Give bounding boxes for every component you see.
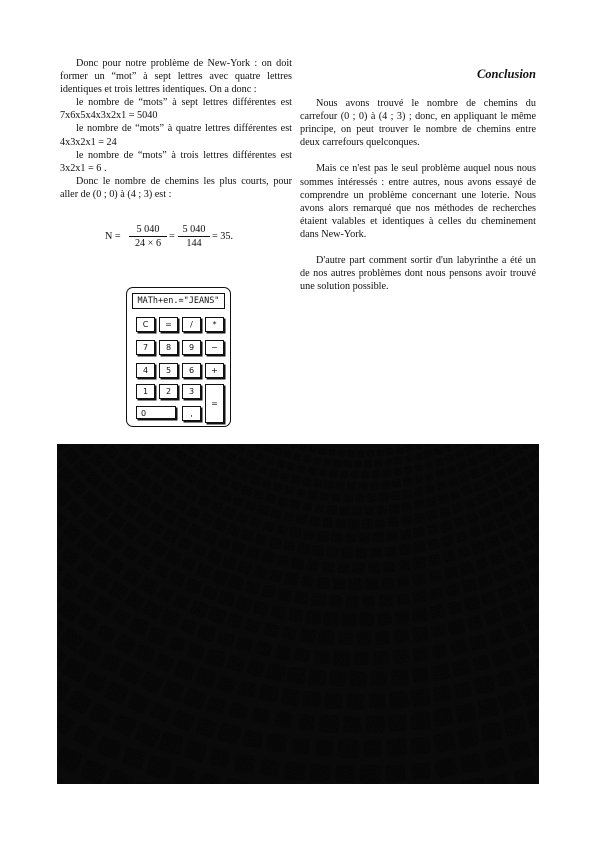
cobblestone: [447, 601, 463, 616]
cobblestone: [384, 458, 393, 466]
cobblestone: [393, 468, 401, 476]
cobblestone: [412, 626, 429, 642]
formula-fraction-1: [129, 224, 167, 250]
cobblestone: [393, 629, 409, 644]
cobblestone: [343, 716, 362, 733]
cobblestone: [343, 494, 353, 503]
cobblestone: [335, 766, 355, 784]
cobblestone: [476, 697, 499, 718]
cobblestone: [396, 593, 410, 606]
cobblestone: [252, 707, 271, 725]
cobblestone: [329, 470, 338, 478]
cobblestone: [282, 450, 292, 459]
cobblestone: [432, 685, 451, 702]
cobblestone: [410, 761, 431, 781]
cobblestone: [290, 474, 301, 484]
cobblestone: [412, 541, 426, 554]
cobblestone: [384, 545, 397, 557]
left-paragraph-4: le nombre de “mots” à trois lettres différentes est 3x2x1 = 6 .: [60, 149, 292, 174]
cobblestone: [413, 513, 425, 524]
cobblestone: [412, 556, 427, 570]
cobblestone: [280, 687, 301, 706]
cobblestone: [346, 482, 356, 491]
calc-key-7: 7: [136, 340, 155, 355]
cobblestone: [364, 460, 373, 468]
cobblestone: [287, 667, 306, 685]
cobblestone: [444, 566, 459, 580]
formula-result: = 35.: [212, 231, 234, 242]
cobblestone: [303, 529, 316, 541]
calc-key-multiply: *: [205, 317, 224, 332]
cobblestone: [314, 650, 329, 664]
cobblestone: [412, 668, 429, 683]
cobblestone: [340, 547, 353, 559]
cobblestone: [385, 737, 407, 758]
left-paragraph-5: Donc le nombre de chemins les plus courts, pour aller de (0 ; 0) à (4 ; 3) est :: [60, 175, 292, 200]
calc-key-2: 2: [159, 384, 178, 399]
right-paragraph-3: D'autre part comment sortir d'un labyrinthe a été un de nos autres problèmes dont nous pensons avoir trouvé une solution possible.: [300, 255, 536, 293]
cobblestone: [355, 494, 365, 503]
calc-key-4: 4: [136, 363, 155, 378]
cobblestone: [307, 490, 317, 499]
cobblestone: [315, 504, 325, 513]
cobblestone: [392, 649, 409, 665]
cobblestone: [362, 739, 383, 758]
cobblestone: [380, 480, 390, 489]
cobblestone: [366, 450, 374, 457]
cobblestone: [313, 457, 322, 465]
cobblestone: [289, 527, 301, 538]
cobblestone: [345, 533, 356, 544]
cobblestone: [395, 446, 405, 455]
cobblestone: [414, 475, 423, 484]
cobblestone: [375, 631, 391, 645]
formula-fraction-2-denominator: 144: [186, 238, 202, 249]
cobblestone: [359, 612, 375, 627]
cobblestone: [372, 650, 389, 666]
cobblestone: [357, 450, 365, 457]
cobblestone: [338, 631, 354, 645]
cobblestone: [379, 594, 393, 607]
calculator-display: MATh+en.="JEANS": [132, 293, 225, 309]
cobblestone: [339, 506, 349, 515]
cobblestone: [302, 691, 321, 708]
cobblestone: [324, 693, 342, 710]
cobblestone: [291, 738, 310, 755]
cobblestone: [371, 671, 388, 686]
cobblestone: [411, 607, 428, 623]
cobblestone: [276, 555, 289, 566]
cobblestone: [409, 687, 431, 707]
calc-key-6: 6: [182, 363, 201, 378]
cobblestone: [399, 529, 411, 540]
cobblestone: [368, 562, 381, 574]
cobblestone: [283, 761, 306, 782]
cobblestone: [508, 740, 532, 762]
formula-fraction-2-numerator: 5 040: [178, 224, 210, 237]
cobblestone: [411, 589, 427, 604]
cobblestone: [388, 503, 400, 514]
cobblestone: [261, 585, 276, 599]
calc-key-plus: +: [205, 363, 224, 378]
cobblestone: [295, 514, 308, 526]
calc-key-equals-top: =: [159, 317, 178, 332]
cobblestone-pattern: [57, 444, 539, 784]
cobblestone: [358, 482, 368, 491]
cobblestone: [363, 596, 376, 608]
cobblestone: [463, 595, 481, 611]
cobblestone: [368, 693, 385, 709]
cobblestone: [238, 680, 257, 698]
cobblestone: [412, 647, 428, 662]
cobblestone: [352, 506, 362, 515]
cobblestone: [341, 612, 357, 626]
cobblestone: [480, 721, 503, 742]
cobblestone: [322, 518, 333, 528]
cobblestone: [317, 577, 331, 589]
cobblestone: [294, 647, 311, 663]
cobblestone: [473, 675, 495, 695]
cobblestone: [306, 560, 319, 572]
right-paragraph-1: Nous avons trouvé le nombre de chemins du carrefour (0 ; 0) à (4 ; 3) ; donc, en appliquant le même principe, on peut trouver le nombre de chemins entre deux carrefours quelconques.: [300, 98, 536, 149]
formula-lhs: N =: [105, 231, 121, 242]
cobblestone: [323, 611, 339, 626]
cobblestone: [284, 541, 295, 551]
cobblestone: [388, 690, 409, 710]
cobblestone: [318, 447, 327, 456]
cobblestone: [320, 492, 330, 501]
cobblestone: [348, 519, 359, 529]
cobblestone: [352, 562, 366, 575]
formula-n-equals-35: [105, 224, 255, 254]
cobblestone: [366, 493, 377, 504]
cobblestone: [335, 481, 345, 490]
cobblestone-pavement-photo: [57, 444, 539, 784]
cobblestone: [429, 570, 442, 582]
cobblestone: [326, 505, 337, 515]
cobblestone: [307, 669, 327, 687]
right-paragraph-2: Mais ce n'est pas le seul problème auquel nous nous sommes intéressés : entre autres, nous avons essayé de comprendre un problème concernant une loterie. Nous avons alors remarqué que nos méthodes de recherches étaient valables et identiques à celles du cheminement dans New-York.: [300, 163, 536, 240]
cobblestone: [328, 595, 342, 608]
cobblestone: [374, 459, 383, 467]
cobblestone: [411, 736, 431, 755]
cobblestone: [431, 663, 451, 681]
cobblestone: [398, 560, 410, 571]
calc-key-1: 1: [136, 384, 155, 399]
cobblestone: [311, 545, 324, 557]
cobblestone: [302, 455, 311, 463]
paragraph-gap: [300, 241, 536, 254]
cobblestone: [293, 453, 302, 461]
cobblestone: [280, 472, 289, 481]
left-paragraph-1: Donc pour notre problème de New-York : on doit former un “mot” à sept lettres avec quatre lettres identiques et trois lettres identiques. On a donc :: [60, 58, 292, 96]
cobblestone: [338, 563, 350, 574]
left-text-column: [60, 57, 292, 201]
cobblestone: [402, 502, 412, 512]
cobblestone: [310, 592, 327, 607]
cobblestone: [353, 460, 362, 468]
paragraph-gap: [300, 149, 536, 162]
cobblestone: [382, 469, 392, 478]
conclusion-heading: Conclusion: [476, 67, 536, 81]
cobblestone: [284, 486, 294, 495]
cobblestone: [319, 714, 340, 733]
cobblestone: [355, 547, 368, 559]
cobblestone: [257, 504, 270, 516]
cobblestone: [297, 713, 316, 731]
cobblestone: [333, 578, 346, 590]
right-text-column: [300, 68, 536, 293]
cobblestone: [365, 715, 385, 733]
cobblestone: [318, 468, 327, 476]
left-paragraph-2: le nombre de “mots” à sept lettres différentes est 7x6x5x4x3x2x1 = 5040: [60, 97, 292, 122]
cobblestone: [321, 561, 334, 573]
cobblestone: [324, 480, 334, 489]
cobblestone: [308, 763, 331, 784]
cobblestone: [266, 734, 287, 753]
cobblestone: [291, 557, 305, 570]
calc-key-divide: /: [182, 317, 201, 332]
cobblestone: [305, 610, 321, 625]
cobblestone: [315, 739, 334, 756]
cobblestone: [308, 515, 321, 527]
cobblestone: [301, 477, 312, 487]
cobblestone: [313, 479, 323, 488]
cobblestone: [318, 629, 336, 645]
formula-fraction-2: [178, 224, 210, 250]
cobblestone: [336, 519, 346, 528]
cobblestone: [288, 608, 304, 622]
cobblestone: [369, 481, 379, 490]
cobblestone: [385, 763, 407, 783]
cobblestone: [375, 518, 386, 528]
cobblestone: [326, 546, 338, 557]
cobblestone: [410, 711, 431, 731]
cobblestone: [300, 628, 317, 644]
cobblestone: [333, 459, 341, 467]
cobblestone: [329, 671, 347, 687]
cobblestone: [388, 714, 407, 731]
cobblestone: [394, 456, 403, 465]
cobblestone: [343, 459, 353, 468]
cobblestone: [372, 532, 385, 544]
cobblestone: [401, 515, 412, 525]
left-paragraph-3: le nombre de “mots” à quatre lettres différentes est 4x3x2x1 = 24: [60, 123, 292, 148]
calc-key-9: 9: [182, 340, 201, 355]
cobblestone: [391, 669, 409, 686]
formula-fraction-1-numerator: 5 040: [129, 224, 167, 237]
cobblestone: [364, 578, 378, 591]
cobblestone: [349, 671, 368, 688]
cobblestone: [332, 494, 341, 502]
cobblestone: [365, 506, 375, 515]
cobblestone: [376, 505, 387, 515]
cobblestone: [402, 477, 413, 487]
cobblestone: [358, 532, 371, 544]
calc-key-5: 5: [159, 363, 178, 378]
cobblestone: [323, 458, 332, 466]
calc-key-8: 8: [159, 340, 178, 355]
cobblestone: [277, 496, 289, 507]
cobblestone: [372, 470, 382, 479]
cobblestone: [446, 583, 460, 596]
cobblestone: [277, 588, 292, 602]
calc-key-clear: C: [136, 317, 155, 332]
formula-fraction-1-denominator: 24 × 6: [134, 238, 162, 249]
cobblestone: [376, 449, 384, 456]
cobblestone: [338, 450, 346, 457]
calc-key-minus: −: [205, 340, 224, 355]
cobblestone: [376, 611, 392, 626]
cobblestone: [413, 487, 424, 497]
cobblestone: [345, 595, 359, 608]
cobblestone: [351, 471, 359, 479]
cobblestone: [426, 523, 439, 536]
cobblestone: [381, 577, 394, 589]
cobblestone: [338, 739, 360, 759]
cobblestone: [454, 681, 473, 698]
calc-key-0: 0: [136, 406, 176, 419]
cobblestone: [294, 591, 309, 605]
cobblestone: [402, 489, 413, 499]
cobblestone: [354, 652, 369, 665]
cobblestone: [392, 479, 402, 488]
cobblestone: [390, 491, 400, 501]
cobblestone: [431, 624, 446, 638]
cobblestone: [316, 530, 329, 542]
cobblestone: [361, 470, 370, 478]
cobblestone: [387, 517, 399, 528]
calc-key-comma: ,: [182, 406, 201, 421]
cobblestone: [378, 492, 389, 502]
cobblestone: [348, 578, 363, 592]
cobblestone: [371, 547, 382, 557]
cobblestone: [361, 518, 373, 529]
cobblestone: [386, 531, 397, 541]
cobblestone: [297, 542, 311, 555]
cobblestone: [284, 572, 300, 587]
cobblestone: [386, 448, 394, 456]
cobblestone: [346, 693, 365, 710]
cobblestone: [233, 753, 256, 774]
cobblestone: [356, 631, 372, 645]
calculator-illustration: [126, 287, 231, 427]
calc-key-equals: =: [205, 384, 224, 423]
cobblestone: [302, 502, 313, 512]
cobblestone: [347, 450, 356, 458]
cobblestone: [332, 650, 350, 667]
cobblestone: [330, 532, 343, 544]
cobblestone: [286, 462, 296, 471]
cobblestone: [359, 764, 381, 784]
cobblestone: [395, 610, 410, 624]
cobblestone: [383, 561, 396, 573]
calc-key-3: 3: [182, 384, 201, 399]
cobblestone: [397, 576, 410, 588]
cobblestone: [242, 729, 263, 749]
formula-equals: =: [169, 231, 175, 242]
cobblestone: [340, 471, 348, 479]
cobblestone: [328, 449, 336, 456]
